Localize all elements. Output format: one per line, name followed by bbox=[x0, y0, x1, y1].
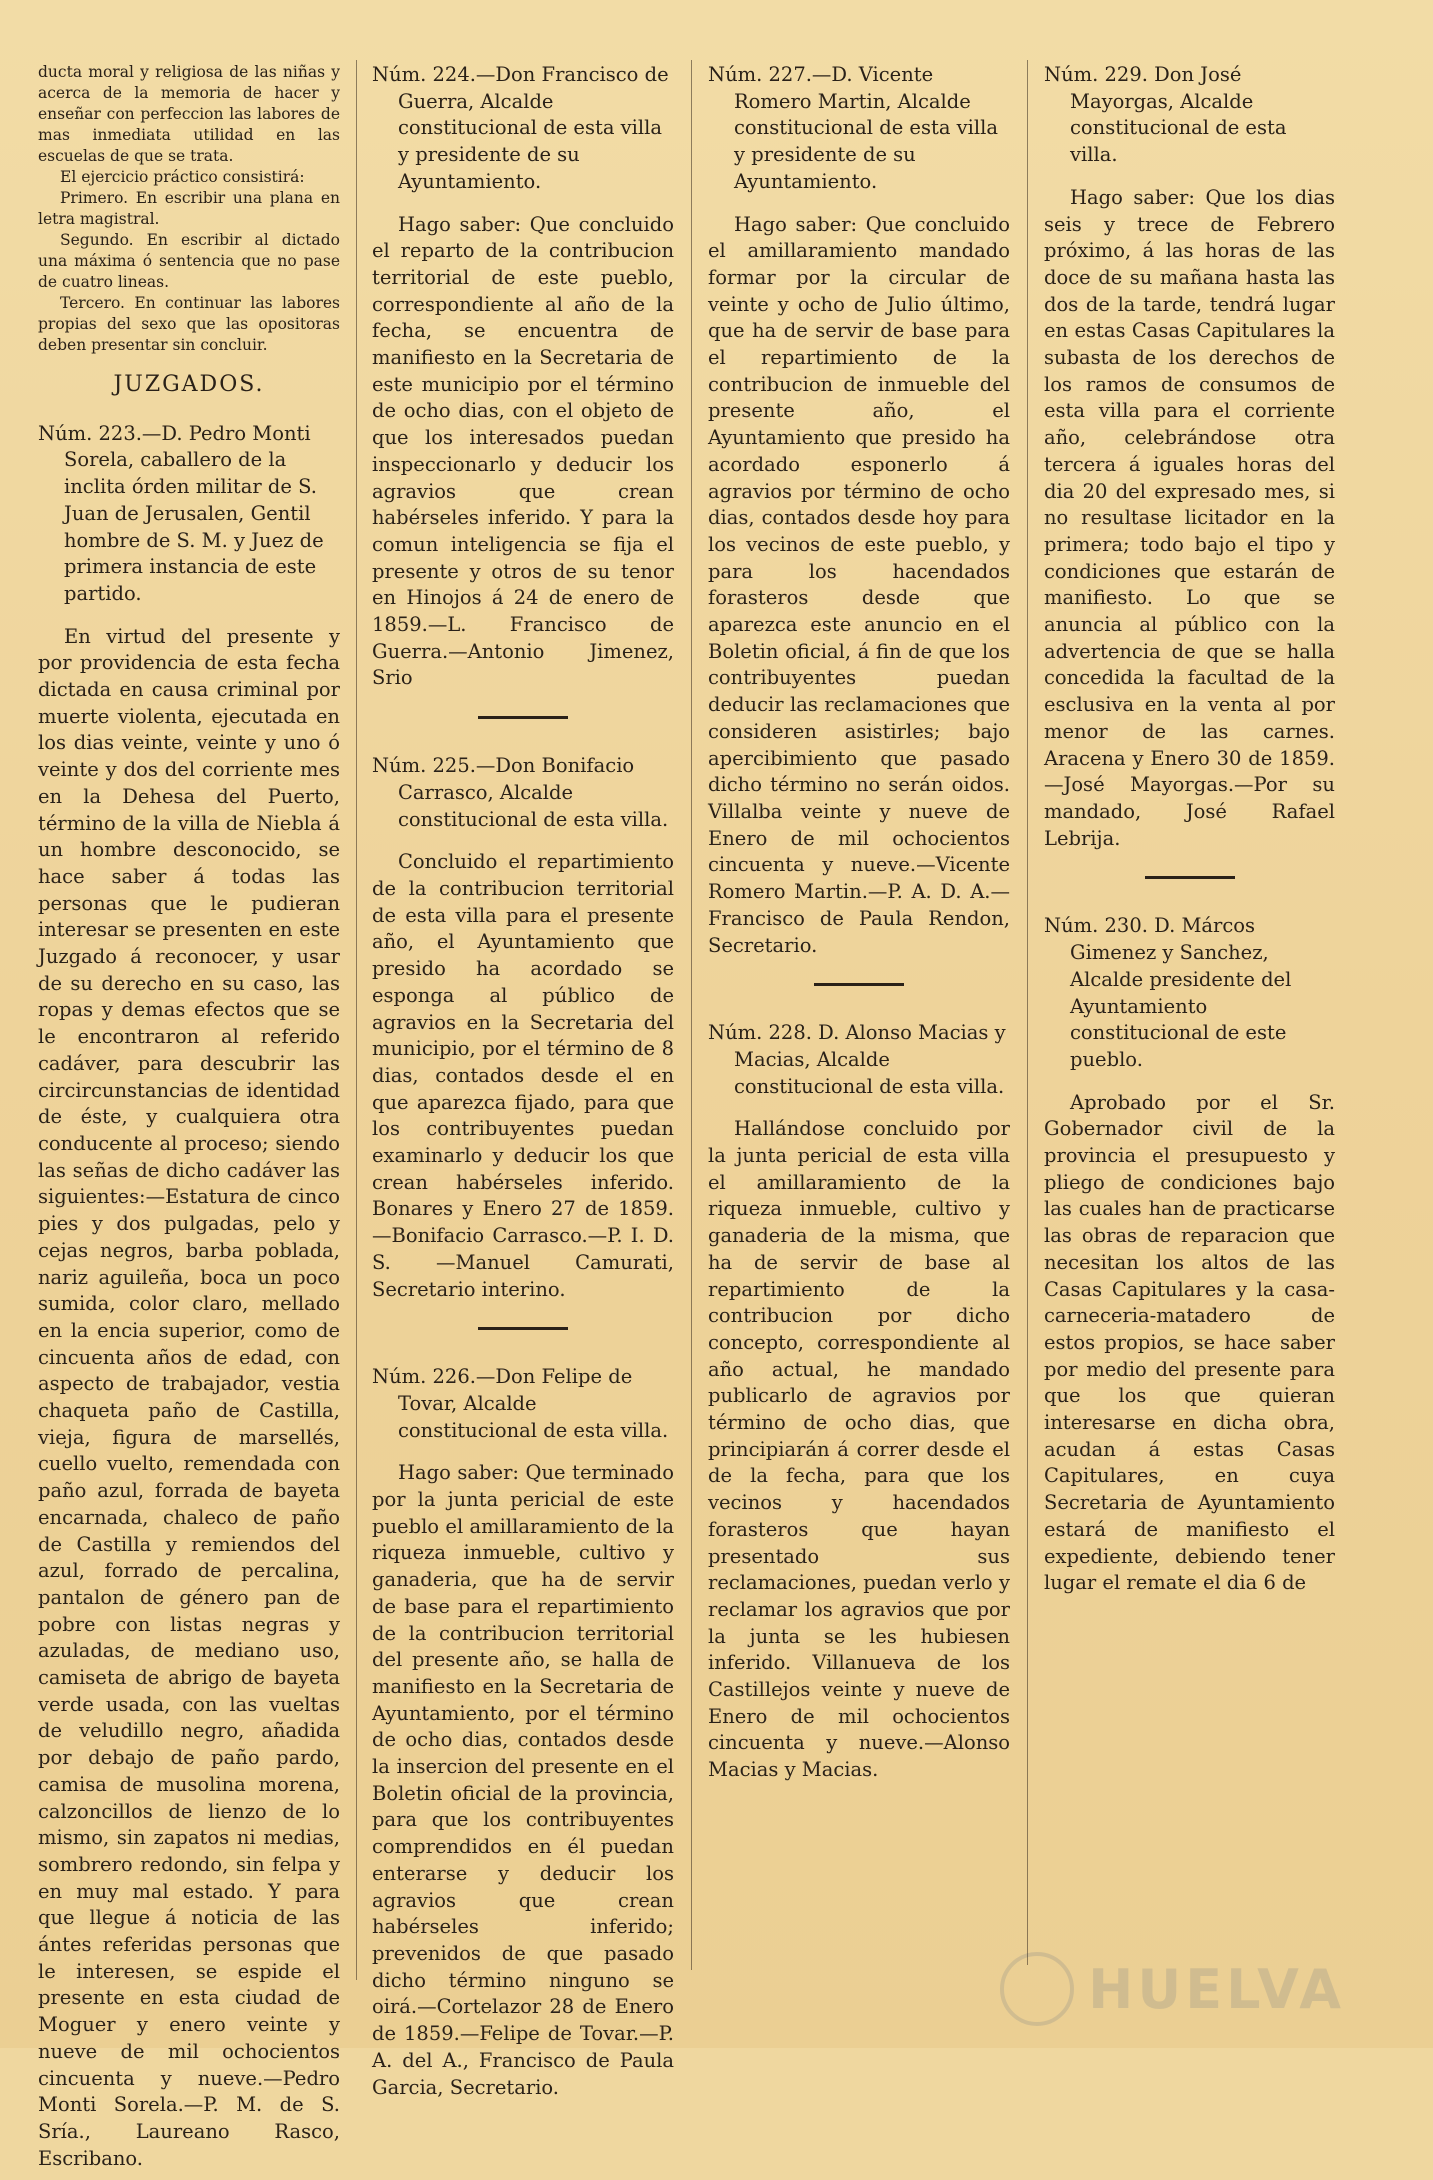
column-divider bbox=[691, 60, 692, 1970]
notice-223 bbox=[38, 421, 340, 2173]
column-divider bbox=[356, 60, 357, 1980]
notice-heading: Núm. 223.—D. Pedro Monti Sorela, caballero de la inclita órden militar de S. Juan de Jerusalen, Gentil hombre de S. M. y Juez de primera instancia de este partido. bbox=[38, 421, 324, 605]
intro-block bbox=[38, 62, 340, 356]
intro-paragraph: Tercero. En continuar las labores propias del sexo que las opositoras deben presentar sin concluir. bbox=[38, 294, 340, 354]
notice-225 bbox=[372, 753, 674, 1303]
intro-paragraph: El ejercicio práctico consistirá: bbox=[60, 168, 305, 186]
notice-226 bbox=[372, 1364, 674, 2101]
column-2 bbox=[372, 62, 674, 2109]
separator-rule bbox=[478, 1327, 568, 1330]
notice-body: Hallándose concluido por la junta pericial de esta villa el amillaramiento de la riqueza inmueble, cultivo y ganaderia de la misma, que ha de servir de base al repartimiento de la contribucion por dicho concepto, correspondiente al año actual, he mandado publicarlo de agravios por término de ocho dias, que principiarán á correr desde el de la fecha, para que los vecinos y hacendados forasteros que hayan presentado sus reclamaciones, puedan verlo y reclamar los agravios que por la junta se les hubiesen inferido. Villanueva de los Castillejos veinte y nueve de Enero de mil ochocientos cincuenta y nueve.—Alonso Macias y Macias. bbox=[708, 1117, 1010, 1782]
notice-body: Hago saber: Que concluido el amillaramiento mandado formar por la circular de veinte y ocho de Julio último, que ha de servir de base para el repartimiento de la contribucion de inmueble del presente año, el Ayuntamiento que presido ha acordado esponerlo á agravios por término de ocho dias, contados desde hoy para los vecinos de este pueblo, y para los hacendados forasteros desde que aparezca este anuncio en el Boletin oficial, á fin de que los contribuyentes puedan deducir las reclamaciones que consideren asistirles; bajo apercibimiento que pasado dicho término no serán oidos. Villalba veinte y nueve de Enero de mil ochocientos cincuenta y nueve.—Vicente Romero Martin.—P. A. D. A.—Francisco de Paula Rendon, Secretario. bbox=[708, 212, 1010, 957]
notice-heading: Núm. 230. D. Márcos Gimenez y Sanchez, Alcalde presidente del Ayuntamiento constitucional de este pueblo. bbox=[1044, 914, 1292, 1071]
intro-paragraph: Primero. En escribir una plana en letra magistral. bbox=[38, 189, 340, 228]
column-divider bbox=[1027, 60, 1028, 1965]
column-1 bbox=[38, 62, 340, 2180]
notice-228 bbox=[708, 1020, 1010, 1784]
seal-icon bbox=[1000, 1952, 1074, 2026]
notice-heading: Núm. 229. Don José Mayorgas, Alcalde constitucional de esta villa. bbox=[1044, 63, 1287, 167]
notice-heading: Núm. 224.—Don Francisco de Guerra, Alcalde constitucional de esta villa y presidente de su Ayuntamiento. bbox=[372, 63, 669, 193]
notice-227 bbox=[708, 62, 1010, 959]
notice-224 bbox=[372, 62, 674, 692]
notice-body: Aprobado por el Sr. Gobernador civil de la provincia el presupuesto y pliego de condiciones bajo las cuales han de practicarse las obras de reparacion que necesitan los altos de las Casas Capitulares y la casa-carneceria-matadero de estos propios, se hace saber por medio del presente para que los que quieran interesarse en dicha obra, acudan á estas Casas Capitulares, en cuya Secretaria de Ayuntamiento estará de manifiesto el expediente, debiendo tener lugar el remate el dia 6 de bbox=[1044, 1090, 1335, 1595]
notice-body: En virtud del presente y por providencia de esta fecha dictada en causa criminal por muerte violenta, ejecutada en los dias veinte, veinte y uno ó veinte y dos del corriente mes en la Dehesa del Puerto, término de la villa de Niebla á un hombre desconocido, se hace saber á todas las personas que le pudieran interesar se presenten en este Juzgado á reconocer, y usar de su derecho en su caso, las ropas y demas efectos que se le encontraron al referido cadáver, para descubrir las circircunstancias de identidad de éste, y cualquiera otra conducente al proceso; siendo las señas de dicho cadáver las siguientes:—Estatura de cinco pies y dos pulgadas, pelo y cejas negros, barba poblada, nariz aguileña, boca un poco sumida, color claro, mellado en la encia superior, como de cincuenta años de edad, con aspecto de trabajador, vestia chaqueta paño de Castilla, vieja, figura de marsellés, cuello vuelto, remendada con paño azul, forrada de bayeta encarnada, chaleco de paño de Castilla y remiendos del azul, forrado de percalina, pantalon de género pan de pobre con listas negras y azuladas, de mediano uso, camiseta de abrigo de bayeta verde usada, con las vueltas de veludillo negro, añadida por debajo de paño pardo, camisa de musolina morena, calzoncillos de lienzo de lo mismo, sin zapatos ni medias, sombrero redondo, sin felpa y en muy mal estado. Y para que llegue á noticia de las ántes referidas personas que le interesen, se espide el presente en esta ciudad de Moguer y enero veinte y nueve de mil ochocientos cincuenta y nueve.—Pedro Monti Sorela.—P. M. de S. Sría., Laureano Rasco, Escribano. bbox=[38, 624, 340, 2170]
notice-body: Concluido el repartimiento de la contribucion territorial de esta villa para el presente año, el Ayuntamiento que presido ha acordado se esponga al público de agravios en la Secretaria del municipio, por el término de 8 dias, contados desde el en que aparezca fijado, para que los contribuyentes puedan examinarlo y deducir los que crean habérseles inferido. Bonares y Enero 27 de 1859.—Bonifacio Carrasco.—P. I. D. S. —Manuel Camurati, Secretario interino. bbox=[372, 850, 674, 1301]
notice-heading: Núm. 225.—Don Bonifacio Carrasco, Alcalde constitucional de esta villa. bbox=[372, 754, 669, 831]
column-3 bbox=[708, 62, 1010, 1792]
notice-heading: Núm. 228. D. Alonso Macias y Macias, Alcalde constitucional de esta villa. bbox=[708, 1021, 1006, 1098]
notice-body: Hago saber: Que los dias seis y trece de Febrero próximo, á las horas de las doce de su mañana hasta las dos de la tarde, tendrá lugar en estas Casas Capitulares la subasta de los derechos de los ramos de consumos de esta villa para el corriente año, celebrándose otra tercera á iguales horas del dia 20 del expresado mes, si no resultase licitador en la primera; todo bajo el tipo y condiciones que estarán de manifiesto. Lo que se anuncia al público con la advertencia de que se halla concedida la facultad de la esclusiva en la venta al por menor de las carnes. Aracena y Enero 30 de 1859.—José Mayorgas.—Por su mandado, José Rafael Lebrija. bbox=[1044, 185, 1335, 850]
separator-rule bbox=[814, 983, 904, 986]
notice-229 bbox=[1044, 62, 1335, 852]
notice-heading: Núm. 227.—D. Vicente Romero Martin, Alcalde constitucional de esta villa y presidente de su Ayuntamiento. bbox=[708, 63, 998, 193]
section-title: JUZGADOS. bbox=[113, 372, 265, 397]
separator-rule bbox=[478, 716, 568, 719]
notice-body: Hago saber: Que concluido el reparto de la contribucion territorial de este pueblo, correspondiente al año de la fecha, se encuentra de manifiesto en la Secretaria de este municipio por el término de ocho dias, con el objeto de que los interesados puedan inspeccionarlo y deducir los agravios que crean habérseles inferido. Y para la comun inteligencia se fija el presente y otros de su tenor en Hinojos á 24 de enero de 1859.—L. Francisco de Guerra.—Antonio Jimenez, Srio bbox=[372, 212, 674, 690]
notice-heading: Núm. 226.—Don Felipe de Tovar, Alcalde constitucional de esta villa. bbox=[372, 1365, 669, 1442]
archive-watermark bbox=[1000, 1952, 1345, 2026]
notice-body: Hago saber: Que terminado por la junta pericial de este pueblo el amillaramiento de la riqueza inmueble, cultivo y ganaderia, que ha de servir de base para el repartimiento de la contribucion territorial del presente año, se halla de manifiesto en la Secretaria de Ayuntamiento, por el término de ocho dias, contados desde la insercion del presente en el Boletin oficial de la provincia, para que los contribuyentes comprendidos en él puedan enterarse y deducir los agravios que crean habérseles inferido; prevenidos de que pasado dicho término ninguno se oirá.—Cortelazor 28 de Enero de 1859.—Felipe de Tovar.—P. A. del A., Francisco de Paula Garcia, Secretario. bbox=[372, 1461, 674, 2099]
intro-paragraph: ducta moral y religiosa de las niñas y acerca de la memoria de hacer y enseñar con perfeccion las labores de mas inmediata utilidad en las escuelas de que se trata. bbox=[38, 63, 340, 165]
watermark-text: HUELVA bbox=[1088, 1957, 1345, 2021]
notice-230 bbox=[1044, 913, 1335, 1597]
column-4 bbox=[1044, 62, 1335, 1605]
separator-rule bbox=[1145, 876, 1235, 879]
intro-paragraph: Segundo. En escribir al dictado una máxima ó sentencia que no pase de cuatro lineas. bbox=[38, 231, 340, 291]
